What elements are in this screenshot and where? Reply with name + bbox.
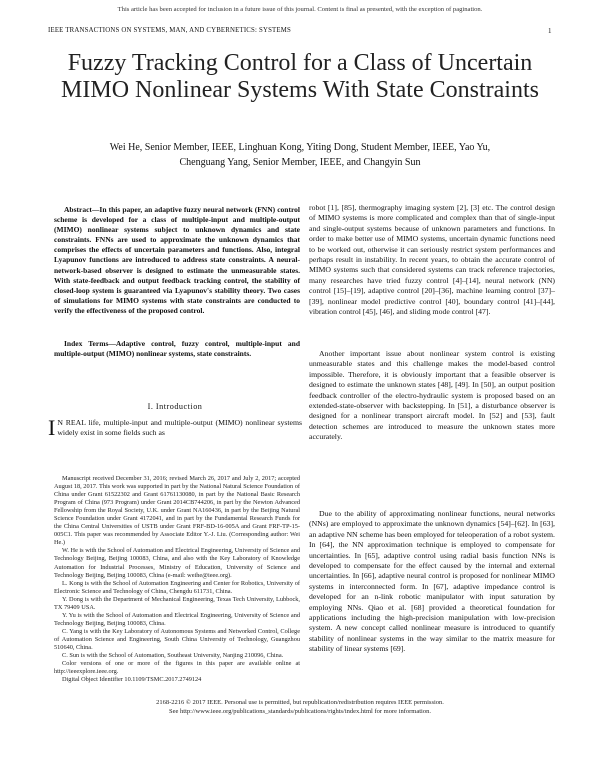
copyright-line: 2168-2216 © 2017 IEEE. Personal use is permitted, but republication/redistribution requires IEEE permission. bbox=[156, 699, 444, 706]
footnote: Y. Dong is with the Department of Mechanical Engineering, Texas Tech University, Lubbock, TX 79409 USA. bbox=[54, 595, 300, 611]
running-head: IEEE TRANSACTIONS ON SYSTEMS, MAN, AND CYBERNETICS: SYSTEMS bbox=[48, 27, 291, 34]
authors-line-2: Chenguang Yang, Senior Member, IEEE, and Changyin Sun bbox=[179, 157, 421, 168]
abstract: Abstract—In this paper, an adaptive fuzzy neural network (FNN) control scheme is developed for a class of multiple-input and multiple-output (MIMO) nonlinear systems subject to unknown dynamics and state constraints. FNNs are used to approximate the unknown dynamics that comprises the effects of uncertain parameters and functions. Also, integral Lyapunov functions are introduced to address state constraints. A neural-network-based observer is designed to estimate the unmeasurable states. With state-feedback and output feedback tracking control, the stability of closed-loop system is guaranteed via Lyapunov's stability theory. Two cases of simulations for MIMO systems with state constraints are conducted to verify the effectiveness of the proposed control. bbox=[54, 205, 300, 315]
footnote: Digital Object Identifier 10.1109/TSMC.2017.2749124 bbox=[62, 676, 202, 684]
footnote: Color versions of one or more of the figures in this paper are available online at http://ieeexplore.ieee.org. bbox=[54, 660, 300, 676]
footnote: W. He is with the School of Automation and Electrical Engineering, University of Science and Technology Beijing, Beijing 100083, China, and also with the Key Laboratory of Knowledge Automation for Industrial Processes, Ministry of Education, University of Science and Technology Beijing, Beijing 100083, China (e-mail: weihe@ieee.org). bbox=[54, 547, 300, 579]
body-paragraph-2: Another important issue about nonlinear system control is existing unmeasurable states and this challenge makes the model-based control impossible. Therefore, it is obviously important that a feasible observer is designed to estimate the unknown states [48], [49]. In [50], an output position feedback controller of the electro-hydraulic system is proposed based on an extended-state-observer with backstepping. In [51], a disturbance observer is designed for a nonlinear transport aircraft model. In [52] and [53], fault detection schemes are introduced to measure the unknown states more accurately. bbox=[309, 349, 555, 442]
body-paragraph-3: Due to the ability of approximating nonlinear functions, neural networks (NNs) are employed to approximate the unknown dynamics [54]–[62]. In [63], an adaptive NN scheme has been employed for teleoperation of a robot system. In [64], the NN approximation technique is employed to compensate for uncertainties. In [65], adaptive control using radial basis function NNs is developed to compensate for the effect caused by the internal and external uncertainties. In [66], adaptive neural control is proposed for nonlinear MIMO systems in interconnected form. In [67], adaptive impedance control is developed for an n-link robotic manipulator with input saturation by employing NNs. Qiao et al. [68] provided a theoretical foundation for applications including the high-precision manipulation with low-precision system. A new concept called nonlinear measure is introduced to quantify stability of nonlinear systems in the way similar to the matrix measure for stability of linear systems [69]. bbox=[309, 509, 555, 654]
body-paragraph-1: robot [1], [85], thermography imaging system [2], [3] etc. The control design of MIMO systems is more complicated and complex than that of single-input and single-output systems because of unknown parameters and functions. In order to make better use of MIMO systems, uncertain dynamic functions need to be worked out, otherwise it can seriously restrict system performances and perhaps result in instability. In recent years, to obtain the accurate control of MIMO systems such that considered systems can track reference trajectories, many researches have tried fuzzy control [4]–[14], neural network (NN) control [15]–[19], adaptive control [20]–[36], machine learning control [37]–[39], nonlinear model predictive control [40], boundary control [41]–[44], vibration control [45], [46], and sliding mode control [47]. bbox=[309, 203, 555, 317]
index-terms: Index Terms—Adaptive control, fuzzy control, multiple-input and multiple-output (MIMO) nonlinear systems, state constraints. bbox=[54, 339, 300, 359]
intro-text: N REAL life, multiple-input and multiple-output (MIMO) nonlinear systems widely exist in some fields such as bbox=[57, 418, 302, 438]
acceptance-notice: This article has been accepted for inclusion in a future issue of this journal. Content is final as presented, with the exception of pagination. bbox=[117, 6, 483, 13]
paper-title: Fuzzy Tracking Control for a Class of Uncertain MIMO Nonlinear Systems With State Constraints bbox=[61, 50, 539, 103]
footnote: L. Kong is with the School of Automation Engineering and Center for Robotics, University of Electronic Science and Technology of China, Chengdu 611731, China. bbox=[54, 579, 300, 595]
footnote: Y. Yu is with the School of Automation and Electrical Engineering, University of Science and Technology Beijing, Beijing 100083, China. bbox=[54, 611, 300, 627]
footnote: Manuscript received December 31, 2016; revised March 26, 2017 and July 2, 2017; accepted August 18, 2017. This work was supported in part by the National Natural Science Foundation of China under Grant 61522302 and Grant 61761130080, in part by the National Basic Research Program of China (973 Program) under Grant 2014CB744206, in part by the Newton Advanced Fellowship from the Royal Society, U.K. under Grant NA160436, in part by the Beijing Natural Science Foundation under Grant 4172041, and in part by the Fundamental Research Funds for the China Central Universities of USTB under Grant FRF-BD-16-005A and Grant FRF-TP-15-005C1. This paper was recommended by Associate Editor Y.-J. Liu. (Corresponding author: Wei He.) bbox=[54, 475, 300, 547]
footnote: C. Yang is with the Key Laboratory of Autonomous Systems and Networked Control, College of Automation Science and Engineering, South China University of Technology, Guangzhou 510640, China. bbox=[54, 627, 300, 651]
footnotes bbox=[54, 475, 300, 684]
section-heading: I. Introduction bbox=[147, 402, 203, 411]
introduction-opening bbox=[48, 415, 302, 440]
copyright-footer bbox=[0, 699, 600, 716]
footnote: C. Sun is with the School of Automation, Southeast University, Nanjing 210096, China. bbox=[62, 652, 284, 660]
rights-link-line: See http://www.ieee.org/publications_standards/publications/rights/index.html for more information. bbox=[169, 707, 431, 715]
authors-line-1: Wei He, Senior Member, IEEE, Linghuan Kong, Yiting Dong, Student Member, IEEE, Yao Yu, bbox=[109, 142, 491, 153]
drop-cap: I bbox=[48, 415, 56, 440]
author-list bbox=[60, 140, 540, 170]
page-number: 1 bbox=[548, 27, 552, 35]
